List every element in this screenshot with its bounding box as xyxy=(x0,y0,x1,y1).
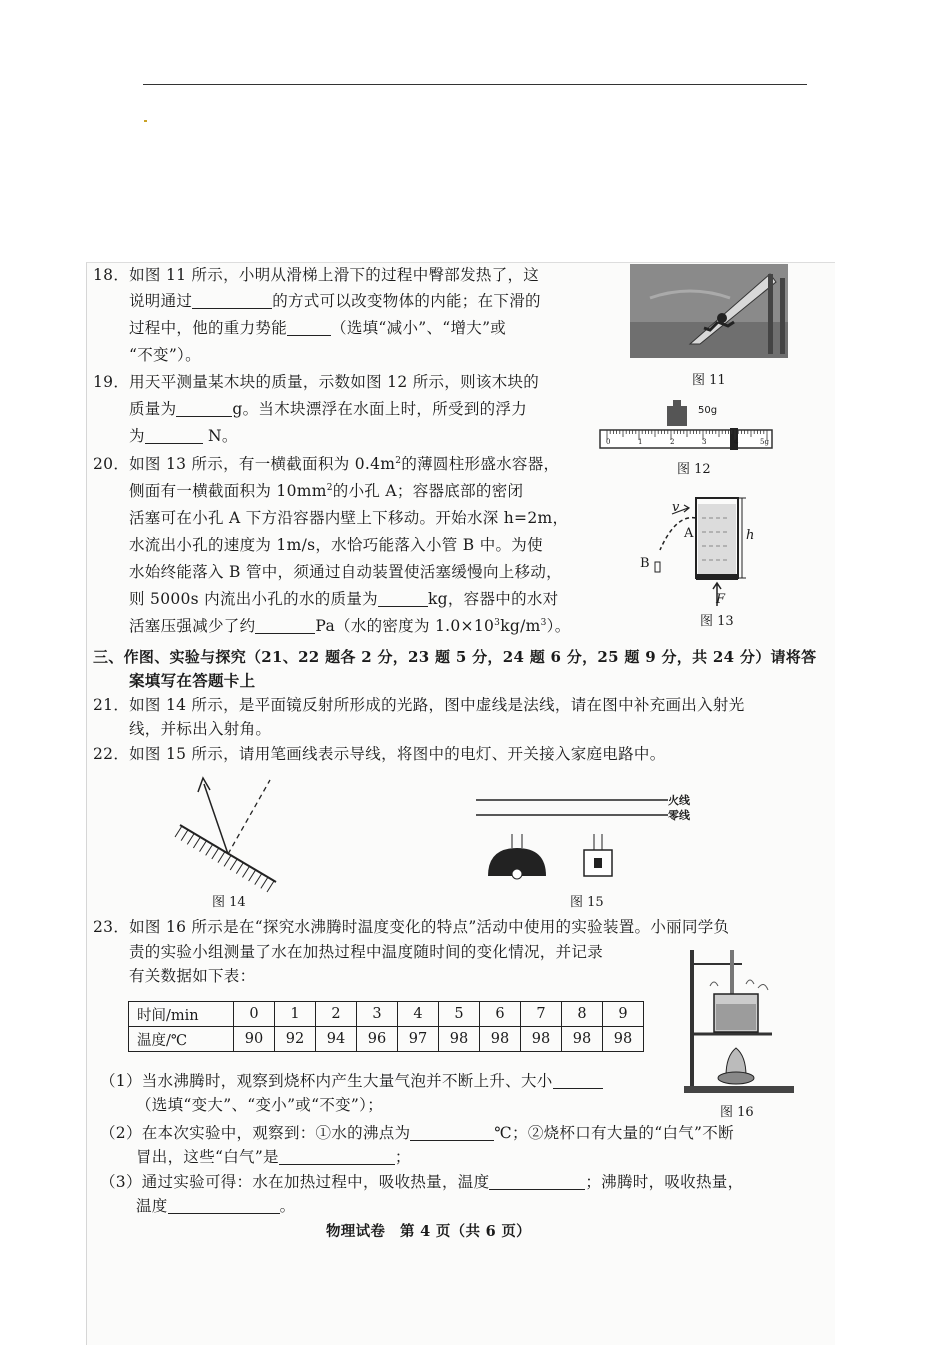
answer-blank[interactable] xyxy=(410,1124,494,1141)
hatch-line xyxy=(230,859,237,870)
table-header-time: 时间/min xyxy=(129,1002,234,1027)
figure-13-container xyxy=(630,488,760,606)
hatch-line xyxy=(224,855,231,866)
q18-line4: “不变”）。 xyxy=(129,346,201,364)
q23-line2: 责的实验小组测量了水在加热过程中温度随时间的变化情况，并记录 xyxy=(129,943,604,961)
answer-blank[interactable] xyxy=(192,292,272,309)
weight-block xyxy=(667,406,687,426)
hatch-line xyxy=(242,866,249,877)
answer-blank[interactable] xyxy=(176,400,232,417)
q23-line3: 有关数据如下表： xyxy=(129,967,256,985)
ruler xyxy=(600,430,772,448)
fig11-caption: 图 11 xyxy=(692,373,726,388)
hatch-line xyxy=(206,844,213,855)
q20-line7: 活塞压强减少了约 Pa（水的密度为 $1.0\times 10^3kg/m^3$）。 xyxy=(129,617,571,635)
table-cell: 98 xyxy=(603,1027,644,1052)
hatch-line xyxy=(200,841,207,852)
live-wire-label: 火线 xyxy=(668,794,690,807)
hatch-line xyxy=(255,874,262,885)
label-h: h xyxy=(746,528,755,543)
q20-line5: 水始终能落入 B 管中，须通过自动装置使活塞缓慢向上移动， xyxy=(129,563,562,581)
section-3-heading-cont: 案填写在答题卡上 xyxy=(129,671,256,690)
label-v: v xyxy=(672,500,680,515)
alcohol-lamp xyxy=(718,1072,754,1084)
stand-rod xyxy=(690,950,694,1086)
hatch-line xyxy=(187,833,194,844)
speck xyxy=(144,120,147,122)
table-cell: 97 xyxy=(398,1027,439,1052)
answer-blank[interactable] xyxy=(279,1148,395,1165)
q19-line2: 质量为 g。当木块漂浮在水面上时，所受到的浮力 xyxy=(129,400,528,418)
table-cell: 7 xyxy=(521,1002,562,1027)
fig14-caption: 图 14 xyxy=(212,895,246,910)
q20-line6: 则 5000s 内流出小孔的水的质量为 kg，容器中的水对 xyxy=(129,590,559,608)
mirror-hatching xyxy=(175,826,274,892)
table-cell: 90 xyxy=(234,1027,275,1052)
q20-line3: 活塞可在小孔 A 下方沿容器内壁上下移动。开始水深 h=2m， xyxy=(129,509,569,527)
table-cell: 4 xyxy=(398,1002,439,1027)
table-cell: 0 xyxy=(234,1002,275,1027)
figure-15-circuit xyxy=(470,792,700,882)
q20-line2: 侧面有一横截面积为 $10mm^2$的小孔 A；容器底部的密闭 xyxy=(129,482,524,500)
answer-blank[interactable] xyxy=(168,1197,280,1214)
q23-part2-cont: 冒出，这些“白气”是 ； xyxy=(136,1148,411,1166)
label-A: A xyxy=(684,526,694,541)
figure-16-apparatus xyxy=(680,944,800,1096)
answer-blank[interactable] xyxy=(489,1173,585,1190)
hatch-line xyxy=(261,877,268,888)
answer-blank[interactable] xyxy=(553,1072,603,1089)
figure-12-balance xyxy=(597,400,777,452)
table-cell: 96 xyxy=(357,1027,398,1052)
q22-line1: 22．如图 15 所示，请用笔画线表示导线，将图中的电灯、开关接入家庭电路中。 xyxy=(93,745,666,763)
table-cell: 6 xyxy=(480,1002,521,1027)
ruler-label: 3 xyxy=(702,438,707,446)
tube-B xyxy=(655,562,660,572)
hatch-line xyxy=(249,870,256,881)
bulb xyxy=(512,869,522,879)
section-3-heading: 三、作图、实验与探究（21、22 题各 2 分，23 题 5 分，24 题 6 分，25 题 9 分，共 24 分）请将答 xyxy=(93,648,817,666)
table-cell: 2 xyxy=(316,1002,357,1027)
figure-11-slide xyxy=(630,264,790,360)
q18-line3: 过程中，他的重力势能 （选填“减小”、“增大”或 xyxy=(129,319,507,337)
fig12-caption: 图 12 xyxy=(677,462,711,477)
q23-part1-cont: （选填“变大”、“变小”或“不变”）； xyxy=(136,1096,383,1114)
switch-toggle xyxy=(594,858,602,868)
table-header-temp: 温度/℃ xyxy=(129,1027,234,1052)
table-cell: 9 xyxy=(603,1002,644,1027)
fig16-caption: 图 16 xyxy=(720,1105,754,1120)
answer-blank[interactable] xyxy=(378,590,428,607)
q23-part3-cont: 温度 。 xyxy=(136,1197,296,1215)
table-cell: 98 xyxy=(439,1027,480,1052)
q19-line3: 为 N。 xyxy=(129,427,238,445)
q21-line2: 线，并标出入射角。 xyxy=(129,720,272,738)
ruler-label: 1 xyxy=(638,438,643,446)
piston xyxy=(696,574,738,580)
reflected-ray xyxy=(204,784,228,854)
hatch-line xyxy=(181,830,188,841)
q23-part1: （1）当水沸腾时，观察到烧杯内产生大量气泡并不断上升、大小 xyxy=(100,1068,603,1094)
table-cell: 3 xyxy=(357,1002,398,1027)
weight-knob xyxy=(673,400,681,406)
answer-blank[interactable] xyxy=(287,319,331,336)
ruler-label: 5g xyxy=(760,438,769,446)
table-cell: 98 xyxy=(480,1027,521,1052)
label-F: F xyxy=(716,592,726,607)
page-footer: 物理试卷 第 4 页（共 6 页） xyxy=(326,1223,531,1240)
header-rule xyxy=(143,84,807,85)
boiling-data-table xyxy=(128,1001,644,1052)
hatch-line xyxy=(193,837,200,848)
fig13-caption: 图 13 xyxy=(700,614,734,629)
table-cell: 92 xyxy=(275,1027,316,1052)
answer-blank[interactable] xyxy=(145,427,203,444)
height-marker xyxy=(738,498,746,578)
ladder-rail xyxy=(780,278,785,354)
hatch-line xyxy=(236,863,243,874)
table-cell: 1 xyxy=(275,1002,316,1027)
ruler-label: 2 xyxy=(670,438,675,446)
q23-line1: 23．如图 16 所示是在“探究水沸腾时温度变化的特点”活动中使用的实验装置。小丽同学负 xyxy=(93,918,730,936)
q23-part2: （2）在本次实验中，观察到：①水的沸点为 ℃；②烧杯口有大量的“白气”不断 xyxy=(100,1124,734,1142)
weight-label: 50g xyxy=(698,405,718,416)
stand-base xyxy=(684,1086,794,1093)
table-cell: 8 xyxy=(562,1002,603,1027)
label-B: B xyxy=(640,556,650,571)
q23-part3: （3）通过实验可得：水在加热过程中，吸收热量，温度 ；沸腾时，吸收热量， xyxy=(100,1173,744,1191)
q18-line1: 18．如图 11 所示，小明从滑梯上滑下的过程中臀部发热了，这 xyxy=(93,266,540,284)
hatch-line xyxy=(218,852,225,863)
neutral-wire-label: 零线 xyxy=(668,809,690,822)
normal-line xyxy=(228,780,270,854)
beaker-water xyxy=(716,1004,756,1030)
ruler-label: 4 xyxy=(734,438,739,446)
table-cell: 98 xyxy=(562,1027,603,1052)
ladder-rail xyxy=(768,274,773,354)
table-cell: 98 xyxy=(521,1027,562,1052)
answer-blank[interactable] xyxy=(255,617,315,634)
q18-line2: 说明通过 的方式可以改变物体的内能；在下滑的 xyxy=(129,292,541,310)
steam xyxy=(710,980,768,990)
figure-14-mirror xyxy=(170,770,290,890)
table-row xyxy=(129,1002,644,1027)
q20-line4: 水流出小孔的速度为 1m/s，水恰巧能落入小管 B 中。为使 xyxy=(129,536,543,554)
table-cell: 5 xyxy=(439,1002,480,1027)
q21-line1: 21．如图 14 所示，是平面镜反射所形成的光路，图中虚线是法线，请在图中补充画出入射光 xyxy=(93,696,745,714)
water xyxy=(698,504,736,576)
ruler-label: 0 xyxy=(606,438,611,446)
table-row xyxy=(129,1027,644,1052)
q19-line1: 19．用天平测量某木块的质量，示数如图 12 所示，则该木块的 xyxy=(93,373,540,391)
table-cell: 94 xyxy=(316,1027,357,1052)
q20-line1: 20．如图 13 所示，有一横截面积为 $0.4m^2$的薄圆柱形盛水容器， xyxy=(93,455,560,473)
fig15-caption: 图 15 xyxy=(570,895,604,910)
hatch-line xyxy=(212,848,219,859)
hatch-line xyxy=(175,826,182,837)
